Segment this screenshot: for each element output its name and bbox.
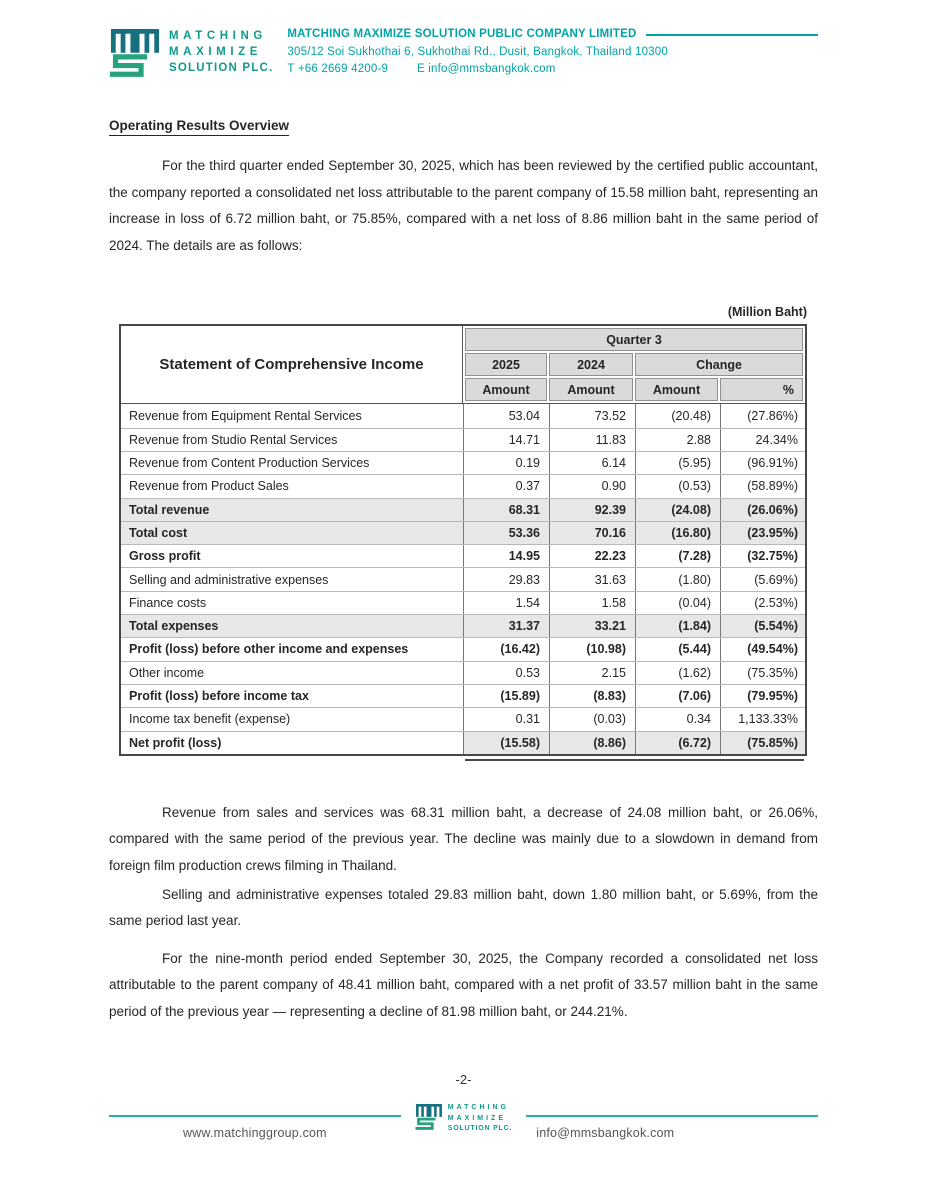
document-body [0, 118, 927, 1026]
amount-2025-cell: (15.89) [463, 685, 549, 707]
amount-2025-cell: 53.04 [463, 404, 549, 427]
change-amount-cell: (24.08) [635, 499, 720, 521]
logo-wordmark-line1: MATCHING [169, 30, 267, 42]
income-statement-table [119, 324, 807, 755]
logo-wordmark-line3: SOLUTION PLC. [169, 62, 274, 74]
table-row [121, 684, 805, 707]
footer-logo [415, 1101, 512, 1135]
table-title: Statement of Comprehensive Income [121, 326, 463, 403]
row-label: Other income [129, 665, 205, 680]
amount-2025-cell: 31.37 [463, 615, 549, 637]
change-percent-cell: (5.69%) [720, 568, 805, 590]
change-amount-cell: (1.80) [635, 568, 720, 590]
row-label: Gross profit [129, 549, 201, 564]
paragraph-q3-summary: For the third quarter ended September 30, 2025, which has been reviewed by the certified public accountant, the company reported a consolidated net loss attributable to the parent company of 15.58 million baht, representing an increase in loss of 6.72 million baht, or 75.85%, compared with a net loss of 8.86 million baht in the same period of 2024. The details are as follows: [109, 158, 818, 253]
table-header [121, 326, 805, 404]
footer-website: www.matchinggroup.com [182, 1126, 327, 1140]
table-row [121, 614, 805, 637]
amount-2024-cell: (8.86) [549, 732, 635, 754]
footer-mms-logo-icon [415, 1101, 443, 1133]
change-amount-cell: (20.48) [635, 404, 720, 427]
paragraph-nine-month-summary: For the nine-month period ended September 30, 2025, the Company recorded a consolidated net loss attributable to the parent company of 48.41 million baht, compared with a net profit of 33.57 million baht in the same period of the previous year — representing a decline of 81.98 million baht, or 244.21%. [109, 950, 818, 1019]
change-percent-cell: 24.34% [720, 429, 805, 451]
amount-2024-header: Amount [549, 378, 633, 401]
change-percent-cell: 1,133.33% [720, 708, 805, 730]
amount-2024-cell: 73.52 [549, 404, 635, 427]
change-percent-cell: (96.91%) [720, 452, 805, 474]
header-email: info@mmsbangkok.com [428, 63, 556, 75]
change-amount-cell: (5.44) [635, 638, 720, 660]
amount-2024-cell: 33.21 [549, 615, 635, 637]
change-amount-cell: (7.28) [635, 545, 720, 567]
amount-2025-cell: 0.37 [463, 475, 549, 497]
amount-2024-cell: 11.83 [549, 429, 635, 451]
amount-2025-cell: 14.71 [463, 429, 549, 451]
change-amount-cell: (5.95) [635, 452, 720, 474]
phone-number: +66 2669 4200-9 [297, 63, 389, 75]
company-logo [109, 24, 273, 82]
row-label: Revenue from Product Sales [129, 479, 289, 494]
row-label: Income tax benefit (expense) [129, 712, 291, 727]
change-percent-cell: (79.95%) [720, 685, 805, 707]
table-row [121, 451, 805, 474]
change-percent-cell: (2.53%) [720, 592, 805, 614]
header-rule [646, 34, 818, 36]
amount-2025-cell: 0.53 [463, 662, 549, 684]
change-amount-cell: (7.06) [635, 685, 720, 707]
amount-2025-cell: 68.31 [463, 499, 549, 521]
row-label: Profit (loss) before income tax [129, 689, 309, 704]
paragraph-revenue-analysis: Revenue from sales and services was 68.31 million baht, a decrease of 24.08 million baht, or 26.06%, compared with the same period of the previous year. The decline was mainly due to a slowdown in demand from foreign film production crews filming in Thailand. [109, 804, 818, 874]
amount-2024-cell: (10.98) [549, 638, 635, 660]
amount-2025-cell: (15.58) [463, 732, 549, 754]
table-row [121, 521, 805, 544]
footer-wordmark-line1: MATCHING [447, 1104, 509, 1111]
row-label: Selling and administrative expenses [129, 572, 329, 587]
quarter3-header: Quarter 3 [465, 328, 803, 351]
income-statement-block [119, 305, 807, 755]
phone-label: T [287, 63, 295, 75]
change-header: Change [635, 353, 803, 376]
row-label: Finance costs [129, 595, 207, 610]
million-baht-note: (Million Baht) [727, 305, 807, 320]
page-footer [0, 1072, 927, 1140]
amount-2024-cell: (0.03) [549, 708, 635, 730]
table-row [121, 591, 805, 614]
mms-logo-icon [109, 24, 161, 82]
email-label: E [416, 63, 425, 75]
footer-wordmark-line3: SOLUTION PLC. [447, 1125, 513, 1132]
amount-2024-cell: 70.16 [549, 522, 635, 544]
page-number: -2- [455, 1072, 472, 1087]
table-row [121, 404, 805, 427]
change-percent-cell: (27.86%) [720, 404, 805, 427]
change-percent-cell: (75.35%) [720, 662, 805, 684]
year-2024-header: 2024 [549, 353, 633, 376]
amount-2025-cell: 0.31 [463, 708, 549, 730]
footer-right [526, 1099, 818, 1140]
change-amount-cell: (0.04) [635, 592, 720, 614]
table-row [121, 637, 805, 660]
footer-logo-wordmark [448, 1103, 512, 1135]
amount-2025-header: Amount [465, 378, 547, 401]
company-address: 305/12 Soi Sukhothai 6, Sukhothai Rd., Dusit, Bangkok, Thailand 10300 [287, 46, 668, 58]
table-bottom-double-rule [465, 759, 804, 761]
company-contact [287, 63, 818, 75]
table-row [121, 498, 805, 521]
change-amount-cell: 0.34 [635, 708, 720, 730]
amount-2025-cell: 0.19 [463, 452, 549, 474]
amount-2024-cell: 2.15 [549, 662, 635, 684]
company-info [287, 24, 818, 82]
change-percent-cell: (26.06%) [720, 499, 805, 521]
footer-rule-left [109, 1115, 401, 1117]
table-row [121, 707, 805, 730]
amount-2024-cell: 6.14 [549, 452, 635, 474]
amount-2024-cell: (8.83) [549, 685, 635, 707]
row-label: Revenue from Equipment Rental Services [129, 409, 362, 424]
section-title: Operating Results Overview [109, 118, 818, 133]
percent-header: % [720, 378, 803, 401]
change-amount-cell: (0.53) [635, 475, 720, 497]
table-header-columns [463, 326, 805, 403]
amount-2025-cell: 1.54 [463, 592, 549, 614]
table-row [121, 567, 805, 590]
logo-wordmark-line2: MAXIMIZE [169, 46, 263, 58]
change-percent-cell: (32.75%) [720, 545, 805, 567]
change-amount-cell: (1.84) [635, 615, 720, 637]
amount-2025-cell: 29.83 [463, 568, 549, 590]
paragraph-expenses-analysis: Selling and administrative expenses totaled 29.83 million baht, down 1.80 million baht, or 5.69%, from the same period last year. [109, 886, 818, 929]
amount-2024-cell: 31.63 [549, 568, 635, 590]
amount-2024-cell: 1.58 [549, 592, 635, 614]
footer-wordmark-line2: MAXIMIZE [447, 1114, 506, 1122]
table-row [121, 544, 805, 567]
table-row [121, 474, 805, 497]
change-percent-cell: (23.95%) [720, 522, 805, 544]
row-label: Profit (loss) before other income and expenses [129, 642, 409, 657]
amount-2024-cell: 22.23 [549, 545, 635, 567]
table-row [121, 661, 805, 684]
footer-band [109, 1099, 818, 1140]
change-amount-cell: (16.80) [635, 522, 720, 544]
logo-wordmark [169, 28, 273, 76]
table-body [121, 404, 805, 753]
row-label: Total cost [129, 526, 188, 540]
amount-2024-cell: 0.90 [549, 475, 635, 497]
footer-email: info@mmsbangkok.com [536, 1126, 675, 1140]
change-percent-cell: (75.85%) [720, 732, 805, 754]
footer-rule-right [526, 1115, 818, 1117]
footer-left [109, 1099, 401, 1140]
change-percent-cell: (49.54%) [720, 638, 805, 660]
change-percent-cell: (5.54%) [720, 615, 805, 637]
change-amount-cell: 2.88 [635, 429, 720, 451]
company-name: MATCHING MAXIMIZE SOLUTION PUBLIC COMPANY LIMITED [287, 28, 637, 40]
amount-2025-cell: 53.36 [463, 522, 549, 544]
row-label: Net profit (loss) [129, 735, 222, 750]
table-row [121, 428, 805, 451]
amount-2024-cell: 92.39 [549, 499, 635, 521]
row-label: Revenue from Studio Rental Services [129, 432, 338, 447]
table-row [121, 731, 805, 754]
change-amount-cell: (6.72) [635, 732, 720, 754]
change-amount-cell: (1.62) [635, 662, 720, 684]
row-label: Total revenue [129, 502, 210, 517]
change-percent-cell: (58.89%) [720, 475, 805, 497]
year-2025-header: 2025 [465, 353, 547, 376]
amount-2025-cell: (16.42) [463, 638, 549, 660]
page-header [0, 0, 927, 82]
amount-2025-cell: 14.95 [463, 545, 549, 567]
row-label: Total expenses [129, 619, 219, 634]
row-label: Revenue from Content Production Services [129, 456, 370, 471]
amount-change-header: Amount [635, 378, 718, 401]
